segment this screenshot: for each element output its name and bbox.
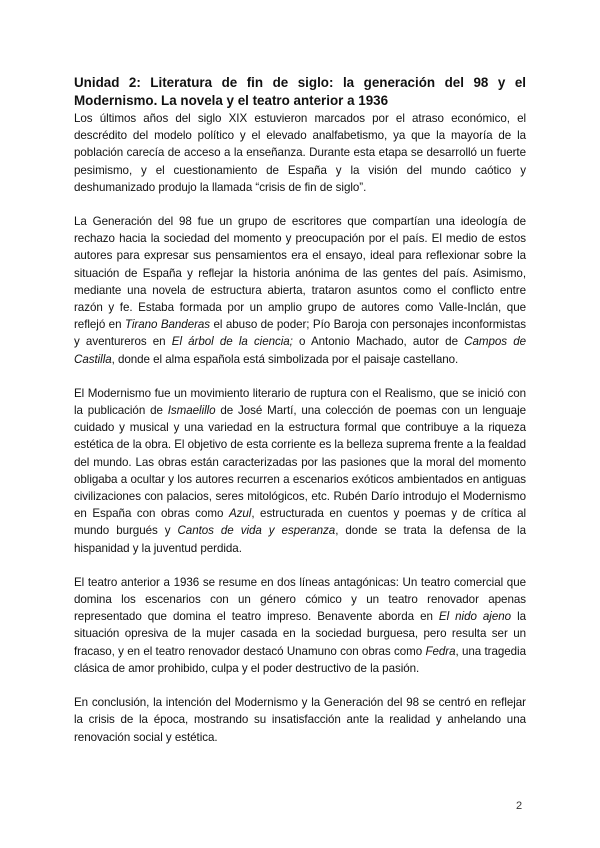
- paragraph-text: o Antonio Machado, autor de: [292, 335, 465, 349]
- paragraph-text: El Modernismo fue un movimiento literario de ruptura con el Realismo, que se inició con la publicación de: [74, 386, 526, 418]
- paragraph-text: El teatro anterior a 1936 se resume en dos líneas antagónicas: Un teatro comercial que domina los escenarios con un género cómico y un teatro renovador apenas representado que domina el teatro impreso. Benavente aborda en: [74, 575, 526, 624]
- document-content: [74, 74, 526, 763]
- paragraph-5: [74, 694, 526, 746]
- paragraph-2: [74, 213, 526, 368]
- italic-title-text: Ismaelillo: [167, 404, 216, 418]
- paragraph-4: [74, 574, 526, 677]
- paragraph-text: , una tragedia clásica de amor prohibido, culpa y el poder destructivo de la pasión.: [74, 644, 526, 675]
- document-title: Unidad 2: Literatura de fin de siglo: la generación del 98 y el Modernismo. La novela y el teatro anterior a 1936: [74, 75, 526, 108]
- italic-title-text: Cantos de vida y esperanza: [177, 524, 336, 538]
- paragraph-text: de José Martí, una colección de poemas con un lenguaje cuidado y musical y una variedad en la estructura formal que contribuye a la riqueza estética de la obra. El objetivo de esta corriente es la belleza suprema frente a la fealdad del mundo. Las obras están caracterizadas por las pasiones que la moral del momento obligaba a ocultar y los autores recurren a escenarios exóticos ambientados en antiguas civilizaciones con palacios, seres mitológicos, etc. Rubén Darío introdujo el Modernismo en España con obras como: [74, 404, 526, 521]
- italic-title-text: El árbol de la ciencia;: [171, 335, 293, 349]
- paragraphs: [74, 110, 526, 746]
- paragraph-3: [74, 385, 526, 557]
- italic-title-text: El nido ajeno: [438, 610, 512, 624]
- italic-title-text: Fedra: [425, 644, 456, 658]
- paragraph-1: [74, 110, 526, 196]
- paragraph-text: La Generación del 98 fue un grupo de escritores que compartían una ideología de rechazo hacia la sociedad del momento y preocupación por el país. El medio de estos autores para expresar sus pensamientos era el ensayo, ideal para reflexionar sobre la situación de España y reflejar la historia anónima de las gentes del país. Asimismo, mediante una novela de estructura abierta, trataron asuntos como el conflicto entre razón y fe. Estaba formada por un amplio grupo de autores como Valle-Inclán, que reflejó en: [74, 215, 526, 332]
- paragraph-text: Los últimos años del siglo XIX estuvieron marcados por el atraso económico, el descrédito del modelo político y el elevado analfabetismo, ya que la mayoría de la población carecía de acceso a la enseñanza. Durante esta etapa se desarrolló un fuerte pesimismo, y el cuestionamiento de España y la visión del mundo caótico y deshumanizado produjo la llamada “crisis de fin de siglo”.: [74, 112, 526, 194]
- italic-title-text: Tirano Banderas: [124, 318, 211, 332]
- italic-title-text: Campos de Castilla: [74, 335, 527, 366]
- paragraph-text: el abuso de poder; Pío Baroja con personajes inconformistas y aventureros en: [74, 318, 526, 349]
- paragraph-text: , estructurada en cuentos y poemas y de crítica al mundo burgués y: [74, 507, 526, 538]
- italic-title-text: Azul: [228, 507, 252, 521]
- paragraph-text: En conclusión, la intención del Modernismo y la Generación del 98 se centró en reflejar la crisis de la época, mostrando su insatisfacción ante la realidad y anhelando una renovación social y estética.: [74, 696, 526, 744]
- paragraph-text: , donde se trata la defensa de la hispanidad y la juventud perdida.: [74, 524, 526, 555]
- page-number: 2: [516, 800, 523, 812]
- paragraph-text: la situación opresiva de la mujer casada en la sociedad burguesa, pero resulta ser un fracaso, y en el teatro renovador destacó Unamuno con obras como: [74, 610, 526, 658]
- paragraph-text: , donde el alma española está simbolizada por el paisaje castellano.: [111, 352, 459, 366]
